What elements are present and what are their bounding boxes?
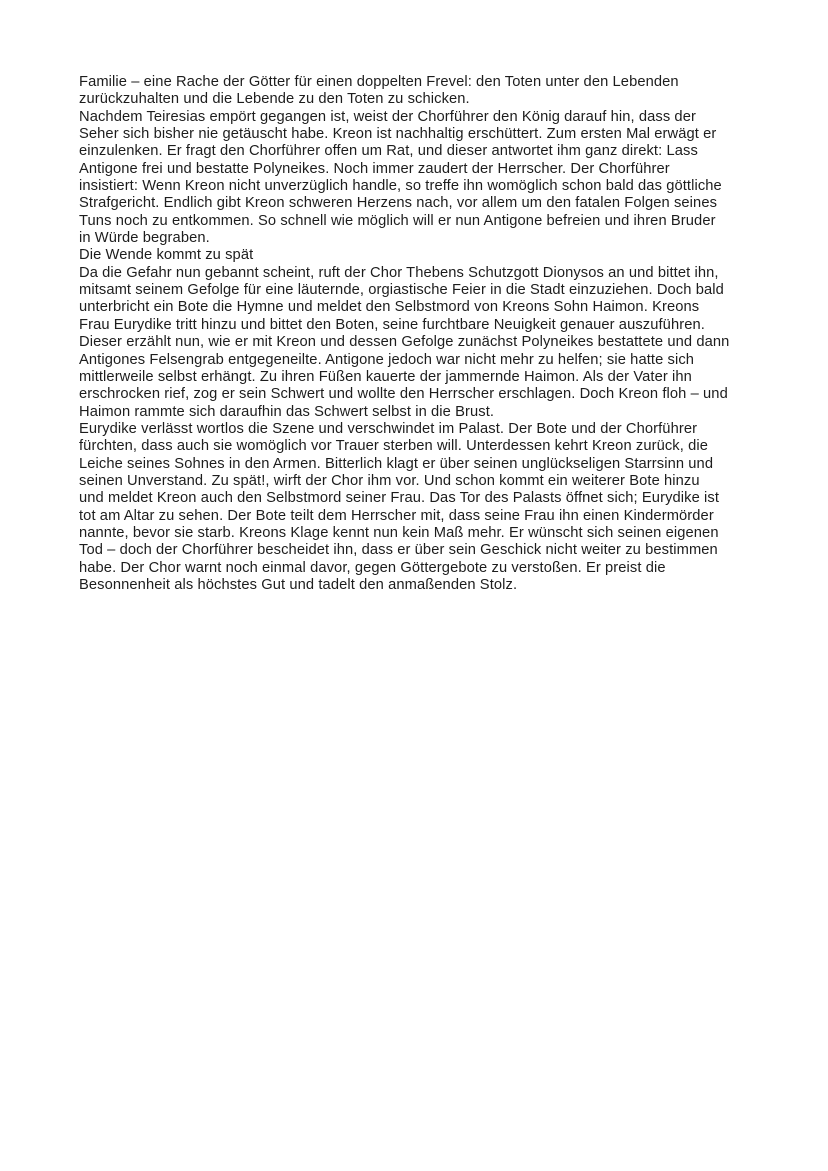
text-line: unterbricht ein Bote die Hymne und meldet den Selbstmord von Kreons Sohn Haimon. Kreons xyxy=(79,299,700,316)
text-line: und meldet Kreon auch den Selbstmord seiner Frau. Das Tor des Palasts öffnet sich; Eurydike ist xyxy=(79,490,720,507)
text-line: Da die Gefahr nun gebannt scheint, ruft der Chor Thebens Schutzgott Dionysos an und bittet ihn, xyxy=(79,264,719,281)
text-line: Dieser erzählt nun, wie er mit Kreon und dessen Gefolge zunächst Polyneikes bestattete und dann xyxy=(79,334,730,351)
text-line: in Würde begraben. xyxy=(79,230,210,247)
text-line: Haimon rammte sich daraufhin das Schwert selbst in die Brust. xyxy=(79,403,495,420)
text-line: seinen Unverstand. Zu spät!, wirft der Chor ihm vor. Und schon kommt ein weiterer Bote hinzu xyxy=(79,472,700,489)
text-line: Antigone frei und bestatte Polyneikes. Noch immer zaudert der Herrscher. Der Chorführer xyxy=(79,160,670,177)
text-line: Tuns noch zu entkommen. So schnell wie möglich will er nun Antigone befreien und ihren Bruder xyxy=(79,212,716,229)
text-line: Nachdem Teiresias empört gegangen ist, weist der Chorführer den König darauf hin, dass der xyxy=(79,108,696,125)
text-line: erschrocken rief, zog er sein Schwert und wollte den Herrscher erschlagen. Doch Kreon floh – und xyxy=(79,386,728,403)
document-text-block xyxy=(79,74,769,594)
text-line: Eurydike verlässt wortlos die Szene und verschwindet im Palast. Der Bote und der Chorführer xyxy=(79,420,698,437)
text-line: Die Wende kommt zu spät xyxy=(79,247,254,264)
text-line: Besonnenheit als höchstes Gut und tadelt den anmaßenden Stolz. xyxy=(79,576,518,593)
text-line: Seher sich bisher nie getäuscht habe. Kreon ist nachhaltig erschüttert. Zum ersten Mal erwägt er xyxy=(79,126,717,143)
text-line: Tod – doch der Chorführer bescheidet ihn, dass er über sein Geschick nicht weiter zu bestimmen xyxy=(79,542,718,559)
text-line: Leiche seines Sohnes in den Armen. Bitterlich klagt er über seinen unglückseligen Starrsinn und xyxy=(79,455,714,472)
text-line: Strafgericht. Endlich gibt Kreon schweren Herzens nach, vor allem um den fatalen Folgen seines xyxy=(79,195,718,212)
text-line: Frau Eurydike tritt hinzu und bittet den Boten, seine furchtbare Neuigkeit genauer auszuführen. xyxy=(79,316,705,333)
text-line: habe. Der Chor warnt noch einmal davor, gegen Göttergebote zu verstoßen. Er preist die xyxy=(79,559,666,576)
text-line: Familie – eine Rache der Götter für einen doppelten Frevel: den Toten unter den Lebenden xyxy=(79,74,679,90)
text-line: nannte, bevor sie starb. Kreons Klage kennt nun kein Maß mehr. Er wünscht sich seinen eigenen xyxy=(79,524,719,541)
text-line: fürchten, dass auch sie womöglich vor Trauer sterben will. Unterdessen kehrt Kreon zurück, die xyxy=(79,438,709,455)
text-line: insistiert: Wenn Kreon nicht unverzüglich handle, so treffe ihn womöglich schon bald das göttliche xyxy=(79,178,722,195)
text-line: tot am Altar zu sehen. Der Bote teilt dem Herrscher mit, dass seine Frau ihn einen Kindermörder xyxy=(79,507,714,524)
text-line: zurückzuhalten und die Lebende zu den Toten zu schicken. xyxy=(79,91,470,108)
text-line: Antigones Felsengrab entgegeneilte. Antigone jedoch war nicht mehr zu helfen; sie hatte sich xyxy=(79,351,695,368)
text-line: einzulenken. Er fragt den Chorführer offen um Rat, und dieser antwortet ihm ganz direkt: Lass xyxy=(79,143,698,160)
text-line: mitsamt seinem Gefolge für eine läuternde, orgiastische Feier in die Stadt einzuziehen. Doch bald xyxy=(79,282,724,299)
text-line: mittlerweile selbst erhängt. Zu ihren Füßen kauerte der jammernde Haimon. Als der Vater ihn xyxy=(79,368,692,385)
